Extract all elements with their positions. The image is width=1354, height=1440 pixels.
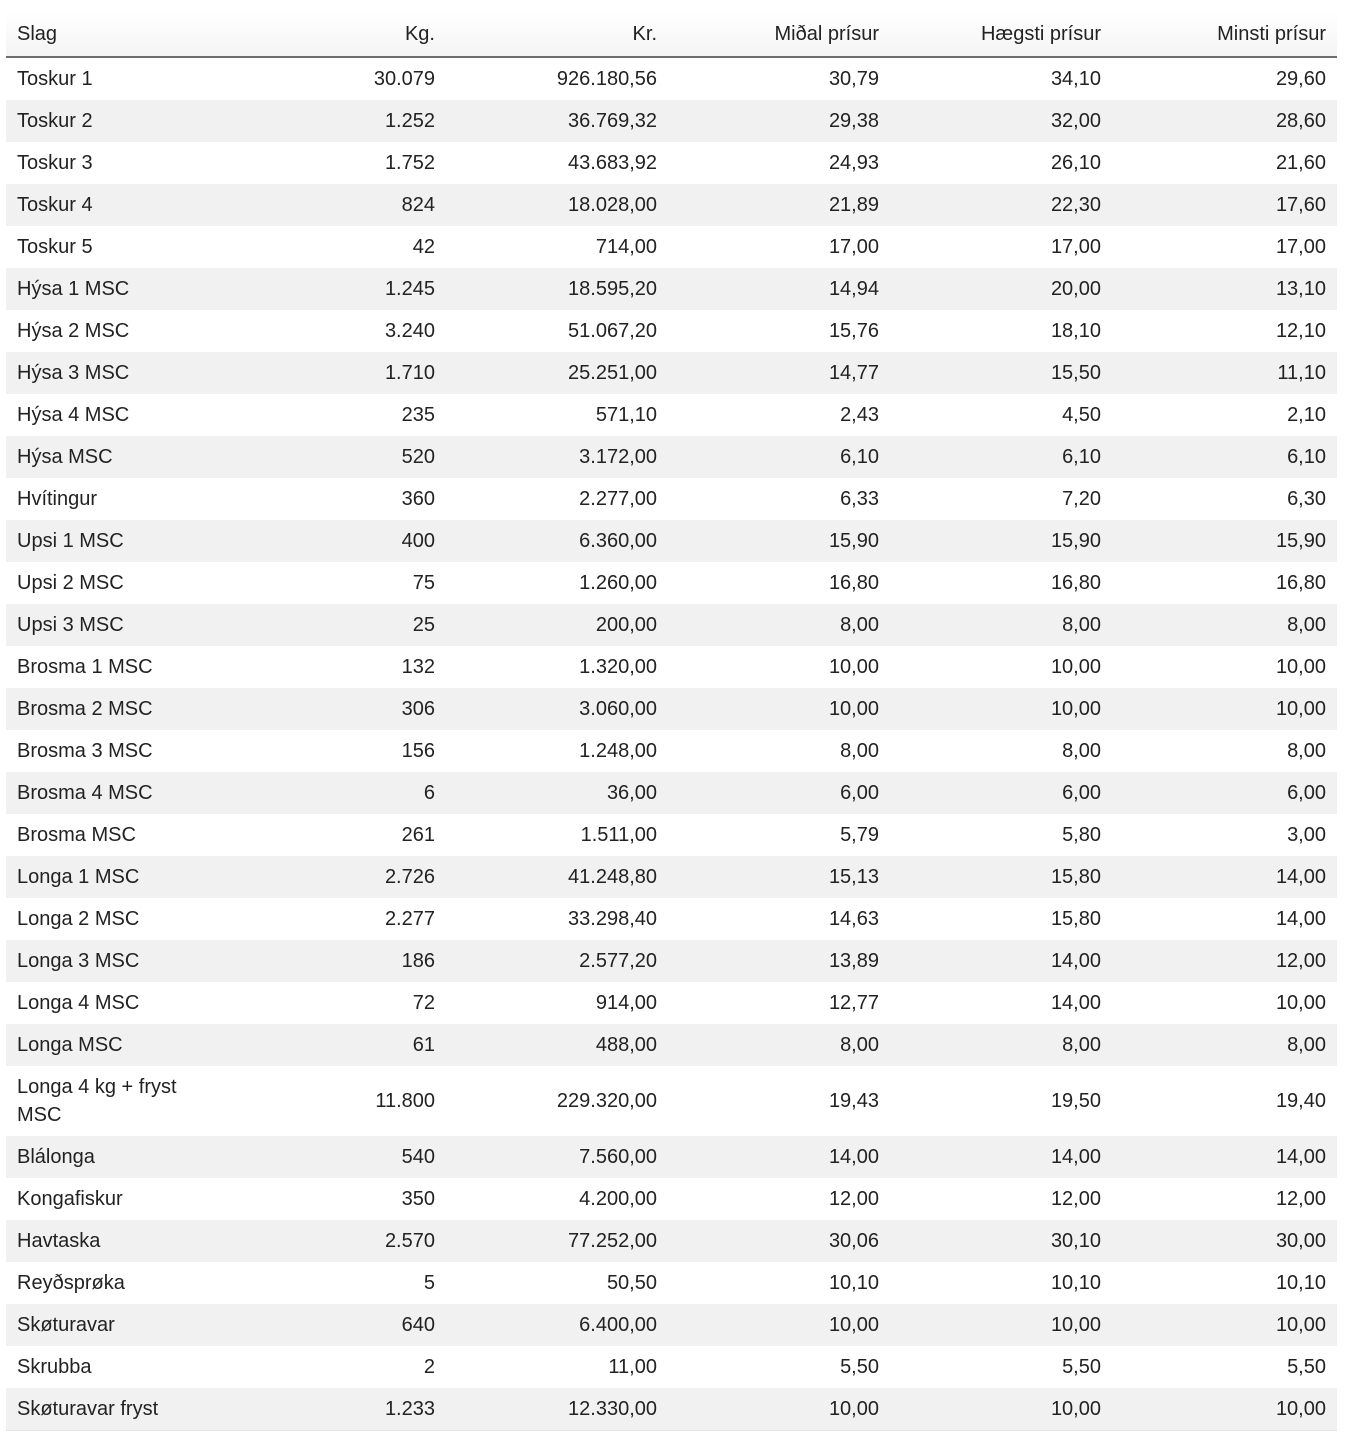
avg-price-cell: 8,00 [668,604,890,646]
kr-cell: 1.511,00 [580,824,657,846]
avg-price-cell: 12,77 [828,992,879,1014]
kr-cell: 36,00 [446,772,668,814]
min-price-cell: 10,00 [1112,1388,1337,1431]
kr-cell: 6.360,00 [446,520,668,562]
max-price-cell: 7,20 [1062,488,1101,510]
kr-cell: 6.400,00 [446,1304,668,1346]
min-price-cell: 10,10 [1275,1272,1326,1294]
kg-cell: 25 [226,604,446,646]
avg-price-cell: 16,80 [828,572,879,594]
avg-price-cell: 14,00 [668,1136,890,1178]
species-cell: Hýsa 3 MSC [6,352,226,394]
avg-price-cell: 10,00 [668,1388,890,1431]
kr-cell: 77.252,00 [446,1220,668,1262]
min-price-cell: 6,30 [1287,488,1326,510]
avg-price-cell: 30,06 [668,1220,890,1262]
max-price-cell: 26,10 [1050,152,1101,174]
kg-cell: 1.710 [226,352,446,394]
kr-cell: 11,00 [608,1356,657,1378]
min-price-cell: 17,60 [1112,184,1337,226]
avg-price-cell: 15,76 [828,320,879,342]
table-row [6,856,1337,898]
max-price-cell: 10,10 [1050,1272,1101,1294]
max-price-cell: 30,10 [890,1220,1112,1262]
max-price-cell: 16,80 [1050,572,1101,594]
species-cell: Brosma 1 MSC [17,656,153,678]
species-cell: Reyðsprøka [17,1272,125,1294]
column-header-avg-price[interactable]: Miðal prísur [668,12,890,57]
table-row [6,142,1337,184]
min-price-cell: 3,00 [1287,824,1326,846]
max-price-cell: 22,30 [890,184,1112,226]
kr-cell: 926.180,56 [556,68,657,90]
max-price-cell: 4,50 [1062,404,1101,426]
column-header-max-price[interactable]: Hægsti prísur [890,12,1112,57]
kg-cell: 235 [401,404,435,426]
species-cell: Upsi 2 MSC [17,572,124,594]
max-price-cell: 14,00 [890,1136,1112,1178]
max-price-cell: 34,10 [1050,68,1101,90]
avg-price-cell: 14,94 [668,268,890,310]
column-header-kr[interactable]: Kr. [446,12,668,57]
kr-cell: 488,00 [446,1024,668,1066]
table-row [6,268,1337,310]
species-cell: Hýsa 2 MSC [17,320,130,342]
kr-cell: 18.028,00 [446,184,668,226]
species-cell: Brosma MSC [17,824,136,846]
kr-cell: 18.595,20 [446,268,668,310]
min-price-cell: 10,00 [1275,992,1326,1014]
kg-cell: 520 [226,436,446,478]
kg-cell: 72 [412,992,435,1014]
species-cell: Longa 4 kg + fryst MSC [17,1076,177,1126]
max-price-cell: 10,00 [1050,656,1101,678]
species-cell: Toskur 1 [17,68,93,90]
max-price-cell: 17,00 [1050,236,1101,258]
max-price-cell: 14,00 [890,940,1112,982]
min-price-cell: 6,00 [1112,772,1337,814]
avg-price-cell: 10,00 [668,1304,890,1346]
avg-price-cell: 15,13 [668,856,890,898]
avg-price-cell: 10,10 [828,1272,879,1294]
table-row [6,562,1337,604]
table-row [6,1304,1337,1346]
min-price-cell: 19,40 [1275,1090,1326,1112]
table-row [6,1388,1337,1431]
kr-cell: 51.067,20 [568,320,657,342]
min-price-cell: 2,10 [1287,404,1326,426]
max-price-cell: 8,00 [890,604,1112,646]
species-cell: Blálonga [6,1136,226,1178]
species-cell: Hýsa 1 MSC [6,268,226,310]
kr-cell: 4.200,00 [579,1188,657,1210]
kr-cell: 33.298,40 [568,908,657,930]
kr-cell: 43.683,92 [568,152,657,174]
species-cell: Upsi 3 MSC [6,604,226,646]
kg-cell: 156 [401,740,435,762]
avg-price-cell: 14,77 [668,352,890,394]
min-price-cell: 14,00 [1112,1136,1337,1178]
max-price-cell: 15,90 [890,520,1112,562]
kr-cell: 571,10 [595,404,657,426]
price-table-container [6,12,1337,1431]
avg-price-cell: 6,00 [668,772,890,814]
kg-cell: 3.240 [384,320,435,342]
kr-cell: 2.277,00 [579,488,657,510]
avg-price-cell: 17,00 [828,236,879,258]
max-price-cell: 32,00 [890,100,1112,142]
max-price-cell: 5,80 [1062,824,1101,846]
kg-cell: 132 [401,656,435,678]
table-row [6,436,1337,478]
table-row [6,604,1337,646]
table-row [6,982,1337,1024]
table-row [6,898,1337,940]
avg-price-cell: 13,89 [668,940,890,982]
avg-price-cell: 6,33 [840,488,879,510]
min-price-cell: 10,00 [1112,1304,1337,1346]
kr-cell: 2.577,20 [446,940,668,982]
kr-cell: 36.769,32 [446,100,668,142]
kr-cell: 200,00 [446,604,668,646]
min-price-cell: 29,60 [1275,68,1326,90]
max-price-cell: 14,00 [1050,992,1101,1014]
kg-cell: 61 [226,1024,446,1066]
kg-cell: 1.252 [226,100,446,142]
min-price-cell: 15,90 [1112,520,1337,562]
avg-price-cell: 29,38 [668,100,890,142]
table-row [6,1262,1337,1304]
min-price-cell: 30,00 [1112,1220,1337,1262]
species-cell: Skøturavar [6,1304,226,1346]
table-row [6,814,1337,856]
kr-cell: 41.248,80 [446,856,668,898]
header-row [6,12,1337,57]
min-price-cell: 5,50 [1287,1356,1326,1378]
avg-price-cell: 5,79 [840,824,879,846]
max-price-cell: 15,80 [1050,908,1101,930]
avg-price-cell: 8,00 [668,1024,890,1066]
species-cell: Longa 4 MSC [17,992,140,1014]
kg-cell: 306 [226,688,446,730]
species-cell: Hýsa MSC [6,436,226,478]
table-row [6,730,1337,772]
max-price-cell: 8,00 [1062,740,1101,762]
species-cell: Skrubba [17,1356,92,1378]
min-price-cell: 16,80 [1275,572,1326,594]
kg-cell: 30.079 [373,68,435,90]
avg-price-cell: 21,89 [668,184,890,226]
min-price-cell: 10,00 [1112,688,1337,730]
species-cell: Skøturavar fryst [6,1388,226,1431]
max-price-cell: 10,00 [890,1388,1112,1431]
species-cell: Longa MSC [6,1024,226,1066]
kg-cell: 6 [226,772,446,814]
avg-price-cell: 2,43 [840,404,879,426]
species-cell: Brosma 3 MSC [17,740,153,762]
min-price-cell: 8,00 [1287,740,1326,762]
table-row [6,1024,1337,1066]
species-cell: Longa 1 MSC [6,856,226,898]
avg-price-cell: 5,50 [840,1356,879,1378]
avg-price-cell: 30,79 [828,68,879,90]
min-price-cell: 8,00 [1112,1024,1337,1066]
kr-cell: 1.320,00 [579,656,657,678]
species-cell: Brosma 4 MSC [6,772,226,814]
kg-cell: 824 [226,184,446,226]
species-cell: Brosma 2 MSC [6,688,226,730]
min-price-cell: 14,00 [1112,856,1337,898]
max-price-cell: 20,00 [890,268,1112,310]
table-row [6,1346,1337,1388]
column-header-min-price[interactable]: Minsti prísur [1112,12,1337,57]
species-cell: Hvítingur [17,488,98,510]
species-cell: Toskur 3 [17,152,93,174]
min-price-cell: 17,00 [1275,236,1326,258]
column-header-kg[interactable]: Kg. [226,12,446,57]
column-header-species[interactable]: Slag [6,12,226,57]
species-cell: Toskur 4 [6,184,226,226]
table-row [6,1220,1337,1262]
table-row [6,100,1337,142]
kr-cell: 7.560,00 [446,1136,668,1178]
kg-cell: 2 [423,1356,435,1378]
min-price-cell: 10,00 [1275,656,1326,678]
kr-cell: 25.251,00 [446,352,668,394]
max-price-cell: 12,00 [1050,1188,1101,1210]
avg-price-cell: 10,00 [668,688,890,730]
table-row [6,940,1337,982]
avg-price-cell: 24,93 [828,152,879,174]
avg-price-cell: 8,00 [840,740,879,762]
max-price-cell: 10,00 [890,688,1112,730]
kg-cell: 1.233 [226,1388,446,1431]
kg-cell: 2.726 [226,856,446,898]
table-row [6,184,1337,226]
kg-cell: 42 [412,236,435,258]
kr-cell: 1.248,00 [579,740,657,762]
min-price-cell: 14,00 [1275,908,1326,930]
kr-cell: 50,50 [606,1272,657,1294]
species-cell: Havtaska [6,1220,226,1262]
table-row [6,57,1337,100]
avg-price-cell: 15,90 [668,520,890,562]
kg-cell: 5 [423,1272,435,1294]
min-price-cell: 6,10 [1112,436,1337,478]
table-row [6,352,1337,394]
table-row [6,310,1337,352]
kr-cell: 3.060,00 [446,688,668,730]
min-price-cell: 12,10 [1275,320,1326,342]
species-cell: Hýsa 4 MSC [17,404,130,426]
kg-cell: 350 [401,1188,435,1210]
table-row [6,394,1337,436]
min-price-cell: 11,10 [1112,352,1337,394]
kr-cell: 914,00 [595,992,657,1014]
species-cell: Longa 3 MSC [6,940,226,982]
avg-price-cell: 14,63 [828,908,879,930]
kr-cell: 1.260,00 [579,572,657,594]
max-price-cell: 6,10 [890,436,1112,478]
kg-cell: 1.245 [226,268,446,310]
kr-cell: 12.330,00 [446,1388,668,1431]
table-row [6,1136,1337,1178]
max-price-cell: 15,80 [890,856,1112,898]
price-table [6,12,1337,1431]
kg-cell: 261 [401,824,435,846]
max-price-cell: 8,00 [890,1024,1112,1066]
kr-cell: 714,00 [595,236,657,258]
kg-cell: 360 [401,488,435,510]
kg-cell: 2.277 [384,908,435,930]
table-row [6,646,1337,688]
avg-price-cell: 10,00 [828,656,879,678]
max-price-cell: 6,00 [890,772,1112,814]
kg-cell: 186 [226,940,446,982]
min-price-cell: 21,60 [1275,152,1326,174]
kg-cell: 400 [226,520,446,562]
table-body [6,57,1337,1431]
species-cell: Toskur 5 [17,236,93,258]
table-row [6,478,1337,520]
min-price-cell: 12,00 [1112,940,1337,982]
species-cell: Longa 2 MSC [17,908,140,930]
species-cell: Kongafiskur [17,1188,123,1210]
avg-price-cell: 12,00 [828,1188,879,1210]
table-header [6,12,1337,57]
min-price-cell: 28,60 [1112,100,1337,142]
kg-cell: 11.800 [375,1090,435,1112]
kg-cell: 540 [226,1136,446,1178]
max-price-cell: 15,50 [890,352,1112,394]
avg-price-cell: 6,10 [668,436,890,478]
avg-price-cell: 19,43 [828,1090,879,1112]
kr-cell: 3.172,00 [446,436,668,478]
max-price-cell: 10,00 [890,1304,1112,1346]
table-row [6,772,1337,814]
table-row [6,1066,1337,1136]
min-price-cell: 13,10 [1112,268,1337,310]
species-cell: Toskur 2 [6,100,226,142]
kg-cell: 2.570 [226,1220,446,1262]
min-price-cell: 12,00 [1275,1188,1326,1210]
table-row [6,226,1337,268]
min-price-cell: 8,00 [1112,604,1337,646]
kg-cell: 640 [226,1304,446,1346]
table-row [6,1178,1337,1220]
table-row [6,520,1337,562]
table-row [6,688,1337,730]
kr-cell: 229.320,00 [556,1090,657,1112]
kg-cell: 75 [412,572,435,594]
species-cell: Upsi 1 MSC [6,520,226,562]
max-price-cell: 19,50 [1050,1090,1101,1112]
kg-cell: 1.752 [384,152,435,174]
max-price-cell: 18,10 [1050,320,1101,342]
max-price-cell: 5,50 [1062,1356,1101,1378]
